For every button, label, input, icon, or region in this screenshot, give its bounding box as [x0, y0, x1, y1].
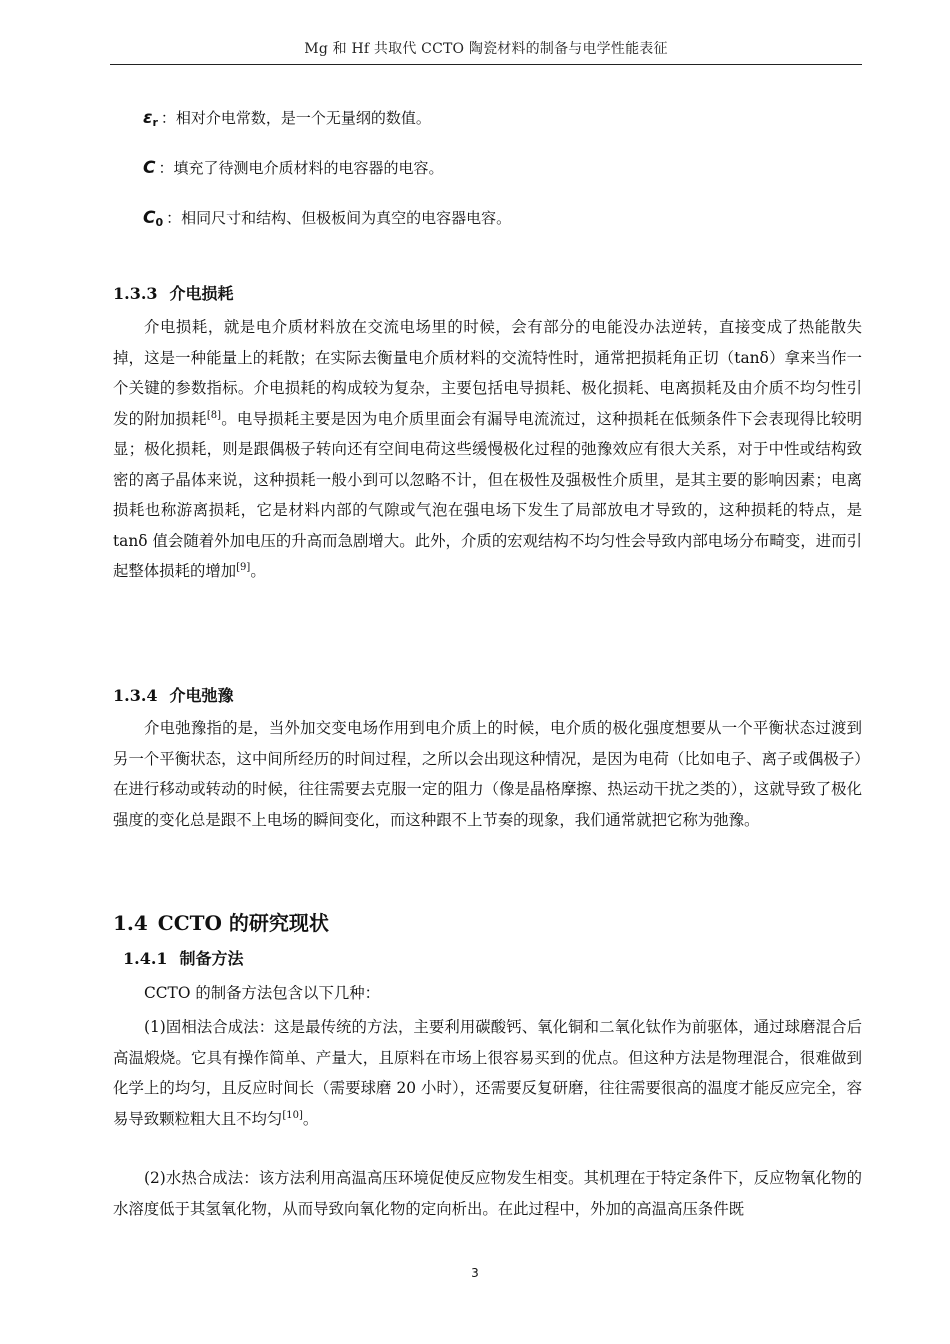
citation: [10] — [282, 1109, 303, 1121]
paragraph-solid-state-method: (1)固相法合成法：这是最传统的方法，主要利用碳酸钙、氧化铜和二氧化钛作为前驱体，通过球磨混合后高温煅烧。它具有操作简单、产量大，且原料在市场上很容易买到的优点。但这种方法是物理混合，很难做到化学上的均匀，且反应时间长（需要球磨 20 小时），还需要反复研磨，往往需要很高的温度才能反应完全，容易导致颗粒粗大且不均匀[10]。 — [113, 1018, 862, 1128]
definition-c — [143, 158, 444, 178]
definition-text: ：相同尺寸和结构、但极板间为真空的电容器电容。 — [166, 209, 512, 227]
section-heading-1-3-3: 1.3.3 介电损耗 — [113, 284, 234, 303]
preparation-intro: CCTO 的制备方法包含以下几种： — [144, 984, 381, 1002]
citation: [9] — [236, 562, 251, 573]
paragraph-dielectric-loss: 介电损耗，就是电介质材料放在交流电场里的时候，会有部分的电能没办法逆转，直接变成了热能散失掉，这是一种能量上的耗散；在实际去衡量电介质材料的交流特性时，通常把损耗角正切（tanδ）拿来当作一个关键的参数指标。介电损耗的构成较为复杂，主要包括电导损耗、极化损耗、电离损耗及由介质不均匀性引发的附加损耗[8]。电导损耗主要是因为电介质里面会有漏导电流流过，这种损耗在低频条件下会表现得比较明显；极化损耗，则是跟偶极子转向还有空间电荷这些缓慢极化过程的弛豫效应有很大关系，对于中性或结构致密的离子晶体来说，这种损耗一般小到可以忽略不计，但在极性及强极性介质里，是其主要的影响因素；电离损耗也称游离损耗，它是材料内部的气隙或气泡在强电场下发生了局部放电才导致的，这种损耗的特点，是 tanδ 值会随着外加电压的升高而急剧增大。此外，介质的宏观结构不均匀性会导致内部电场分布畸变，进而引起整体损耗的增加[9]。 — [113, 318, 862, 580]
symbol-c: C — [143, 158, 156, 178]
section-heading-1-4-1: 1.4.1 制备方法 — [123, 949, 244, 968]
symbol-epsilon-r: $\varepsilon_r$ — [143, 108, 158, 129]
definition-epsilon-r — [143, 108, 431, 133]
paragraph-hydrothermal-method: (2)水热合成法：该方法利用高温高压环境促使反应物发生相变。其机理在于特定条件下，反应物氧化物的水溶度低于其氢氧化物，从而导致向氧化物的定向析出。在此过程中，外加的高温高压条件既 — [113, 1169, 862, 1218]
section-heading-1-4: 1.4 CCTO 的研究现状 — [113, 911, 329, 935]
paragraph-dielectric-relaxation: 介电弛豫指的是，当外加交变电场作用到电介质上的时候，电介质的极化强度想要从一个平衡状态过渡到另一个平衡状态，这中间所经历的时间过程，之所以会出现这种情况，是因为电荷（比如电子、离子或偶极子）在进行移动或转动的时候，往往需要去克服一定的阻力（像是晶格摩擦、热运动干扰之类的），这就导致了极化强度的变化总是跟不上电场的瞬间变化，而这种跟不上节奏的现象，我们通常就把它称为弛豫。 — [113, 719, 862, 829]
header-rule — [110, 64, 862, 65]
symbol-c0: $C_0$ — [143, 208, 164, 229]
running-header: Mg 和 Hf 共取代 CCTO 陶瓷材料的制备与电学性能表征 — [304, 41, 668, 57]
citation: [8] — [206, 409, 221, 421]
definition-text: ：填充了待测电介质材料的电容器的电容。 — [158, 159, 444, 177]
section-heading-1-3-4: 1.3.4 介电弛豫 — [113, 686, 234, 705]
page-number: 3 — [471, 1266, 479, 1280]
definition-text: ：相对介电常数，是一个无量纲的数值。 — [160, 109, 431, 127]
definition-c0 — [143, 208, 511, 233]
